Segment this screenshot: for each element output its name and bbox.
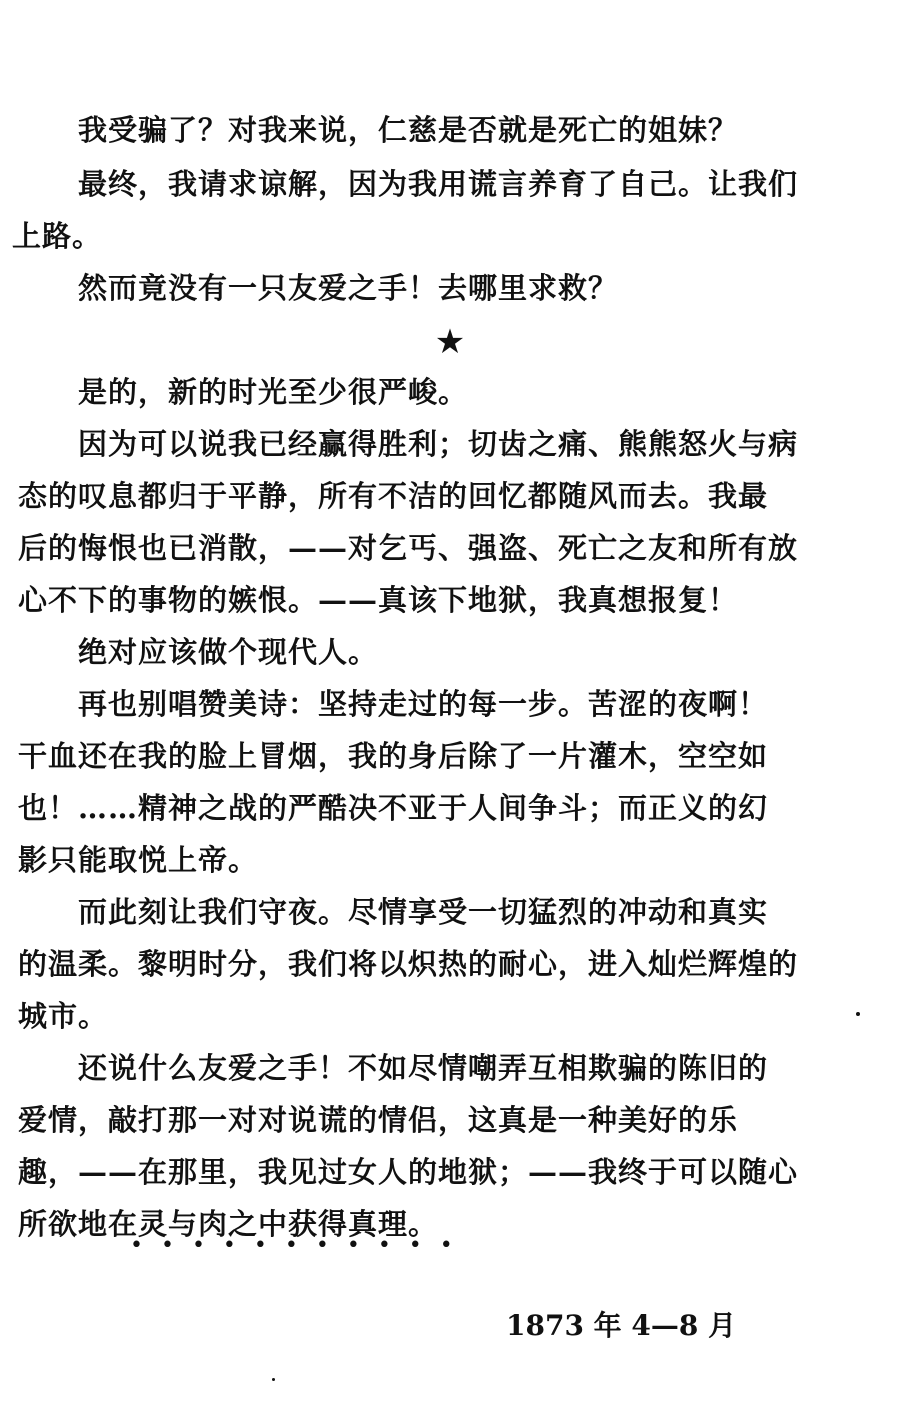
text-line: 还说什么友爱之手！不如尽情嘲弄互相欺骗的陈旧的 (78, 1051, 769, 1085)
text-line: 后的悔恨也已消散，——对乞丐、强盗、死亡之友和所有放 (18, 531, 799, 565)
text-line: 爱情，敲打那一对对说谎的情侣，这真是一种美好的乐 (18, 1103, 739, 1137)
text-line: 所欲地在灵与肉之中获得真理。 (18, 1207, 439, 1241)
text-line: 我受骗了？对我来说，仁慈是否就是死亡的姐妹？ (78, 113, 739, 147)
composition-date: 1873 年 4—8 月 (506, 1309, 737, 1342)
emphasis-dots: ••••••••••• (130, 1233, 471, 1258)
text-line: 影只能取悦上帝。 (18, 843, 259, 877)
text-line: 态的叹息都归于平静，所有不洁的回忆都随风而去。我最 (18, 479, 769, 513)
text-line: 绝对应该做个现代人。 (78, 635, 379, 669)
text-line: 是的，新的时光至少很严峻。 (78, 375, 469, 409)
text-line: 趣，——在那里，我见过女人的地狱；——我终于可以随心 (18, 1155, 799, 1189)
text-line: 然而竟没有一只友爱之手！去哪里求救？ (78, 271, 619, 305)
text-line: 城市。 (18, 999, 109, 1033)
text-line: 上路。 (12, 219, 103, 253)
text-line: 的温柔。黎明时分，我们将以炽热的耐心，进入灿烂辉煌的 (18, 947, 799, 981)
scan-speck (856, 1012, 860, 1016)
text-line: 干血还在我的脸上冒烟，我的身后除了一片灌木，空空如 (18, 739, 769, 773)
scan-speck (272, 1378, 275, 1381)
text-line: 心不下的事物的嫉恨。——真该下地狱，我真想报复！ (18, 583, 739, 617)
text-line: 因为可以说我已经赢得胜利；切齿之痛、熊熊怒火与病 (78, 427, 799, 461)
text-line: 而此刻让我们守夜。尽情享受一切猛烈的冲动和真实 (78, 895, 769, 929)
text-line: 再也别唱赞美诗：坚持走过的每一步。苦涩的夜啊！ (78, 687, 769, 721)
text-line: 最终，我请求谅解，因为我用谎言养育了自己。让我们 (78, 167, 799, 201)
text-line: 也！……精神之战的严酷决不亚于人间争斗；而正义的幻 (18, 791, 769, 825)
section-separator-star: ★ (434, 322, 466, 362)
